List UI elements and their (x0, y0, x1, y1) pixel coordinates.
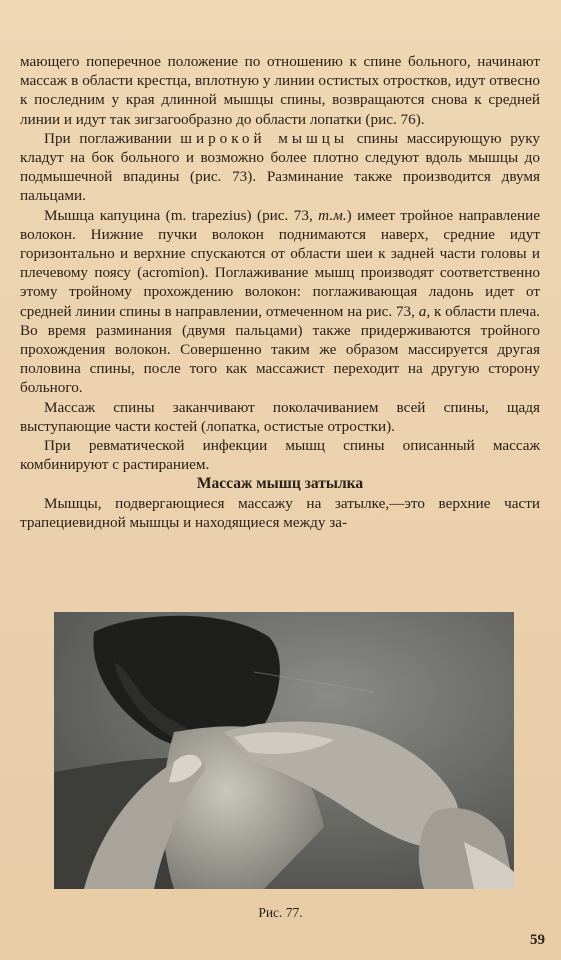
figure-photo (54, 612, 514, 889)
paragraph-3-italic: т.м. (318, 206, 347, 224)
paragraph-5: При ревматической инфекции мышц спины описанный массаж комбинируют с растиранием. (20, 437, 540, 474)
body-text (20, 52, 540, 532)
paragraph-1: мающего поперечное положение по отношению к спине больного, начинают массаж в области крестца, вплотную у линии остистых отростков, идут отвесно к последним у края длинной мышцы спины, возвращаются снова к средней линии и идут так зигзагообразно до области лопатки (рис. 76). (20, 53, 540, 128)
paragraph-3-start: Мышца капуцина (m. trapezius) (рис. 73, (44, 206, 313, 224)
paragraph-4: Массаж спины заканчивают поколачиванием всей спины, щадя выступающие части костей (лопатка, остистые отростки). (20, 398, 540, 435)
paragraph-6: Мышцы, подвергающиеся массажу на затылке,—это верхние части трапециевидной мышцы и находящиеся между за- (20, 494, 540, 531)
paragraph-2 (20, 129, 540, 206)
section-heading: Массаж мышц затылка (196, 475, 364, 493)
figure-caption: Рис. 77. (258, 905, 303, 920)
paragraph-2-end: спины массирующую руку кладут на бок больного и возможно более плотно следуют вдоль мышцы до подмышечной впадины (рис. 73). Разминание также производится двумя пальцами. (20, 129, 541, 205)
paragraph-3-italic-2: а, (418, 302, 431, 320)
paragraph-3-end: к области плеча. Во время разминания (двумя пальцами) также придерживаются тройного прохождения волокон. Совершенно таким же образом массируется другая половина спины, после того как массажист переходит на другую сторону больного. (20, 302, 540, 397)
paragraph-3-mid: ) имеет тройное направление волокон. Нижние пучки волокон поднимаются наверх, средние идут горизонтально и верхние спускаются от области шеи к задней части головы и плечевому поясу (acromion). Поглаживание мышц производят соответственно этому тройному прохождению волокон: поглаживающая ладонь идет от средней линии спины в направлении, отмеченном на рис. 73, (20, 206, 540, 320)
page-number: 59 (530, 932, 545, 948)
paragraph-2-start: При поглаживании (44, 129, 172, 147)
paragraph-2-spaced-term: широкой мышцы (180, 129, 349, 147)
paragraph-3 (20, 206, 540, 398)
massage-photo-illustration (54, 612, 514, 889)
